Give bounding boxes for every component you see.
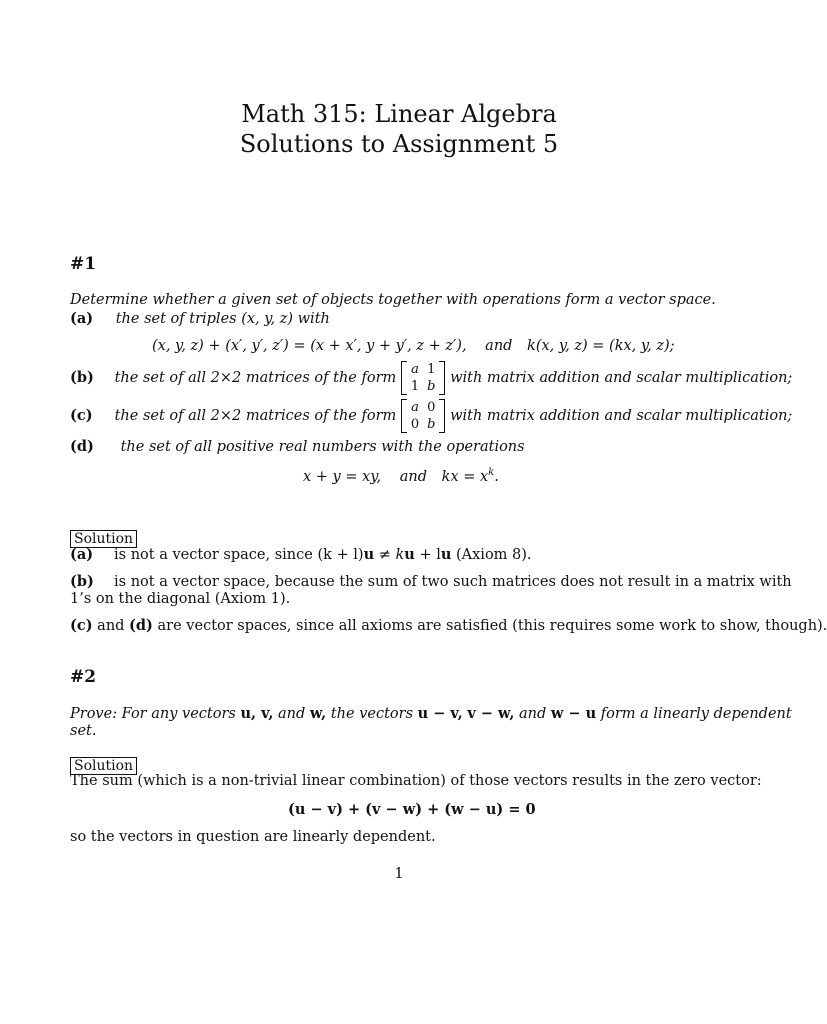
equation-d-period: . bbox=[494, 468, 499, 485]
matrix-c-entry: b bbox=[427, 417, 436, 432]
solution-a-text-2: k bbox=[395, 547, 405, 563]
solution-d-label: (d) bbox=[129, 617, 153, 634]
problem-2-heading: #2 bbox=[70, 667, 97, 687]
equation-a-rhs: k(x, y, z) = (kx, y, z); bbox=[527, 338, 675, 354]
vector-u: u bbox=[440, 546, 452, 563]
vector-u: u bbox=[363, 546, 375, 563]
problem-2-statement-line-2: set. bbox=[70, 723, 97, 739]
item-d-text: the set of all positive real numbers with the operations bbox=[120, 439, 525, 455]
title-line-1: Math 315: Linear Algebra bbox=[241, 100, 557, 128]
solution-2-line-1: The sum (which is a non-trivial linear combination) of those vectors results in the zero vector: bbox=[70, 773, 762, 789]
matrix-b bbox=[401, 361, 446, 395]
solution-a-text-1: is not a vector space, since (k + l) bbox=[114, 547, 364, 563]
solution-b-line-1: is not a vector space, because the sum of two such matrices does not result in a matrix with bbox=[114, 574, 792, 590]
vector-u-minus-v: u − v, bbox=[417, 705, 463, 722]
solution-1b-line-2: 1’s on the diagonal (Axiom 1). bbox=[70, 591, 291, 607]
problem-1a bbox=[70, 310, 330, 327]
prove-intro: Prove: For any vectors bbox=[70, 706, 236, 722]
equation-a-lhs: (x, y, z) + (x′, y′, z′) = (x + x′, y + y′, z + z′), bbox=[152, 338, 467, 354]
vectors-uv: u, v, bbox=[240, 705, 274, 722]
item-c-tail: with matrix addition and scalar multiplication; bbox=[450, 408, 793, 424]
solution-1-label: Solution bbox=[70, 528, 137, 548]
page-number: 1 bbox=[394, 866, 404, 882]
prove-tail: form a linearly dependent bbox=[600, 706, 792, 722]
problem-2-statement bbox=[70, 705, 792, 722]
solution-2-equation: (u − v) + (v − w) + (w − u) = 0 bbox=[288, 801, 536, 818]
item-c-text: the set of all 2×2 matrices of the form bbox=[114, 408, 397, 424]
solution-2-line-2: so the vectors in question are linearly dependent. bbox=[70, 829, 436, 845]
equation-a-and: and bbox=[485, 338, 513, 354]
vector-v-minus-w: v − w, bbox=[467, 705, 515, 722]
item-a-text: the set of triples (x, y, z) with bbox=[115, 311, 330, 327]
solution-c-label: (c) bbox=[70, 617, 93, 634]
problem-1b bbox=[70, 361, 792, 395]
matrix-c-entry: 0 bbox=[427, 400, 436, 415]
solution-cd-and: and bbox=[97, 618, 125, 634]
equation-d-rhs: kx = x bbox=[441, 468, 489, 485]
item-d-label: (d) bbox=[70, 438, 94, 455]
solution-cd-text: are vector spaces, since all axioms are satisfied (this requires some work to show, though). bbox=[157, 618, 827, 634]
equation-a bbox=[152, 338, 675, 354]
item-a-label: (a) bbox=[70, 310, 94, 327]
solution-1b bbox=[70, 573, 792, 590]
matrix-b-entry: 1 bbox=[410, 379, 420, 394]
item-b-label: (b) bbox=[70, 369, 94, 386]
solution-a-label: (a) bbox=[70, 546, 94, 563]
item-b-text: the set of all 2×2 matrices of the form bbox=[114, 370, 397, 386]
solution-b-label: (b) bbox=[70, 573, 94, 590]
matrix-b-entry: 1 bbox=[427, 362, 436, 377]
problem-1-heading: #1 bbox=[70, 254, 97, 274]
prove-and: and bbox=[278, 706, 306, 722]
equation-d-and: and bbox=[399, 468, 428, 485]
equation-d bbox=[303, 467, 499, 485]
solution-2-label: Solution bbox=[70, 755, 137, 775]
matrix-c-entry: a bbox=[411, 400, 419, 415]
prove-the-vectors: the vectors bbox=[330, 706, 414, 722]
solution-1cd bbox=[70, 617, 827, 634]
equation-d-lhs: x + y = xy, bbox=[303, 468, 382, 485]
matrix-b-entry: a bbox=[411, 362, 419, 377]
solution-a-text-3: + l bbox=[419, 547, 441, 563]
problem-1d bbox=[70, 438, 525, 455]
solution-1a bbox=[70, 546, 532, 563]
vector-u: u bbox=[404, 546, 415, 563]
problem-1c bbox=[70, 399, 792, 433]
item-c-label: (c) bbox=[70, 407, 93, 424]
vector-w-minus-u: w − u bbox=[550, 705, 597, 722]
not-equal-sign: ≠ bbox=[378, 547, 391, 563]
solution-a-text-4: (Axiom 8). bbox=[456, 547, 532, 563]
matrix-c bbox=[401, 399, 446, 433]
matrix-b-entry: b bbox=[427, 379, 436, 394]
prove-and-2: and bbox=[518, 706, 547, 722]
vector-w: w, bbox=[309, 705, 327, 722]
equation-d-exponent: k bbox=[488, 467, 495, 478]
title-line-2: Solutions to Assignment 5 bbox=[239, 130, 559, 158]
item-b-tail: with matrix addition and scalar multiplication; bbox=[450, 370, 793, 386]
matrix-c-entry: 0 bbox=[410, 417, 420, 432]
problem-1-intro: Determine whether a given set of objects together with operations form a vector space. bbox=[70, 292, 716, 308]
